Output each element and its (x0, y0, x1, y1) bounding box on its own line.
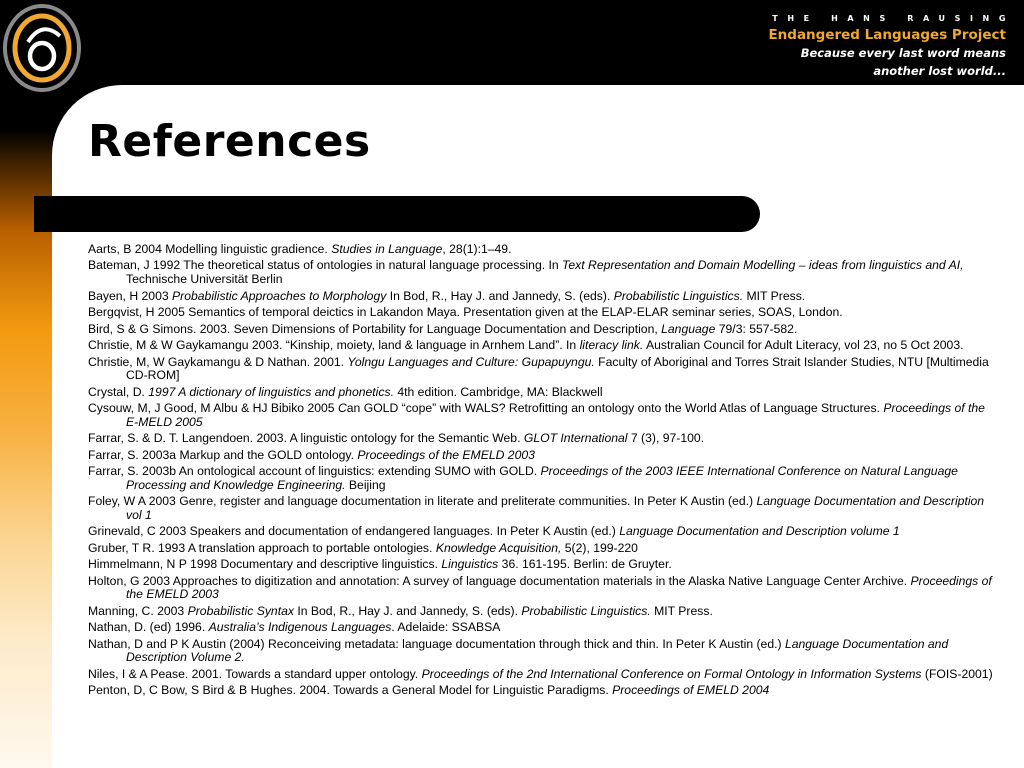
reference-text: Manning, C. 2003 (88, 603, 188, 618)
reference-italic-text: GLOT International (523, 431, 628, 446)
reference-text: 5(2), 199-220 (561, 540, 638, 555)
reference-italic-text: Proceedings of the EMELD 2003 (357, 447, 535, 462)
reference-italic-text: Language Documentation and Description volume 1 (619, 524, 900, 539)
reference-italic-text: Proceedings of EMELD 2004 (612, 683, 770, 698)
reference-text: Farrar, S. & D. T. Langendoen. 2003. A linguistic ontology for the Semantic Web. (88, 431, 524, 446)
reference-item (88, 465, 996, 492)
reference-text: Aarts, B 2004 Modelling linguistic gradience. (88, 242, 332, 256)
reference-italic-text: Probabilistic Syntax (187, 603, 294, 618)
reference-italic-text: literacy link. (579, 338, 644, 353)
reference-item (88, 339, 996, 353)
reference-list (88, 243, 996, 701)
reference-italic-text: Language Documentation and Description vol 1 (126, 494, 985, 522)
reference-italic-text: Studies in Language (331, 242, 443, 256)
reference-italic-text: Australia’s Indigenous Languages (208, 620, 392, 635)
reference-text: 79/3: 557-582. (715, 321, 798, 336)
reference-item (88, 558, 996, 572)
reference-italic-text: Linguistics (441, 557, 499, 572)
reference-text: MIT Press. (743, 288, 806, 303)
concentric-rings-logo-icon (2, 2, 82, 92)
reference-italic-text: Yolngu Languages and Culture: Gupapuyngu. (347, 354, 595, 369)
reference-italic-text: Language (661, 321, 716, 336)
reference-text: Foley, W A 2003 Genre, register and language documentation in literate and preliterate communities. In Peter K Austin (ed.) (88, 494, 757, 509)
page-title: References (88, 116, 371, 167)
brand-top-line: THE HANS RAUSING (772, 14, 1015, 23)
reference-text: Farrar, S. 2003a Markup and the GOLD ontology. (88, 447, 358, 462)
reference-item (88, 525, 996, 539)
reference-item (88, 495, 996, 522)
reference-text: Himmelmann, N P 1998 Documentary and descriptive linguistics. (88, 557, 442, 572)
reference-item (88, 323, 996, 337)
reference-italic-text: 1997 A dictionary of linguistics and phonetics. (148, 384, 394, 399)
reference-item (88, 243, 996, 257)
reference-text: an GOLD “cope” with WALS? Retrofitting an ontology onto the World Atlas of Language Structures. (346, 401, 884, 416)
reference-text: Nathan, D. (ed) 1996. (88, 620, 209, 635)
reference-item (88, 638, 996, 665)
reference-text: MIT Press. (650, 603, 713, 618)
reference-italic-text: Language Documentation and Description Volume 2. (126, 636, 949, 665)
reference-text: (FOIS-2001) (921, 666, 993, 681)
reference-text: Bateman, J 1992 The theoretical status of ontologies in natural language processing. In (88, 258, 563, 273)
reference-italic-text: Knowledge Acquisition, (435, 540, 562, 555)
reference-text: Bergqvist, H 2005 Semantics of temporal deictics in Lakandon Maya. Presentation given at the ELAP-ELAR seminar series, SOAS, London. (88, 305, 843, 320)
reference-text: Holton, G 2003 Approaches to digitization and annotation: A survey of language documentation materials in the Alaska Native Language Center Archive. (88, 573, 911, 588)
reference-item (88, 449, 996, 463)
title-underline-bar (34, 196, 760, 232)
reference-text: Beijing (345, 477, 386, 492)
reference-italic-text: Proceedings of the EMELD 2003 (126, 573, 992, 602)
reference-item (88, 402, 996, 429)
reference-item (88, 668, 996, 682)
brand-tagline-2: another lost world... (873, 64, 1006, 78)
brand-project-name: Endangered Languages Project (768, 27, 1006, 43)
left-gradient-bar (0, 0, 52, 768)
reference-text: Farrar, S. 2003b An ontological account of linguistics: extending SUMO with GOLD. (88, 464, 541, 479)
reference-text: 36. 161-195. Berlin: de Gruyter. (498, 557, 672, 572)
reference-item (88, 542, 996, 556)
reference-text: Christie, M & W Gaykamangu 2003. “Kinship, moiety, land & language in Arnhem Land”. In (88, 338, 580, 353)
reference-text: . Adelaide: SSABSA (391, 620, 501, 635)
reference-item (88, 290, 996, 304)
reference-text: Penton, D, C Bow, S Bird & B Hughes. 2004. Towards a General Model for Linguistic Paradigms. (88, 683, 613, 698)
reference-text: In Bod, R., Hay J. and Jannedy, S. (eds). (293, 603, 522, 618)
reference-item (88, 386, 996, 400)
reference-item (88, 356, 996, 383)
reference-text: Crystal, D. (88, 384, 149, 399)
reference-text: Australian Council for Adult Literacy, vol 23, no 5 Oct 2003. (643, 338, 964, 353)
reference-text: Nathan, D and P K Austin (2004) Reconceiving metadata: language documentation through thick and thin. In Peter K Austin (ed.) (88, 636, 785, 651)
brand-tagline-1: Because every last word means (800, 46, 1006, 60)
reference-item (88, 575, 996, 602)
reference-item (88, 605, 996, 619)
reference-item (88, 684, 996, 698)
reference-item (88, 306, 996, 320)
reference-italic-text: Text Representation and Domain Modelling – ideas from linguistics and AI, (562, 258, 964, 273)
reference-italic-text: Probabilistic Linguistics. (521, 603, 651, 618)
reference-text: Grinevald, C 2003 Speakers and documentation of endangered languages. In Peter K Austin (ed.) (88, 524, 620, 539)
reference-italic-text: Proceedings of the 2003 IEEE International Conference on Natural Language Processing and Knowledge Engineering. (126, 464, 958, 492)
reference-italic-text: Probabilistic Linguistics. (613, 288, 744, 303)
project-branding (766, 14, 1015, 79)
reference-text: Christie, M, W Gaykamangu & D Nathan. 2001. (88, 354, 348, 369)
reference-text: Bayen, H 2003 (88, 288, 173, 303)
reference-text: , 28(1):1–49. (442, 242, 512, 256)
reference-text: 4th edition. Cambridge, MA: Blackwell (393, 384, 603, 399)
reference-italic-text: Proceedings of the 2nd International Conference on Formal Ontology in Information Systems (421, 666, 922, 681)
reference-text: 7 (3), 97-100. (627, 431, 705, 446)
reference-text: Niles, I & A Pease. 2001. Towards a standard upper ontology. (88, 666, 422, 681)
reference-item (88, 259, 996, 286)
reference-italic-text: C (337, 401, 347, 416)
reference-text: Gruber, T R. 1993 A translation approach to portable ontologies. (88, 540, 436, 555)
reference-item (88, 432, 996, 446)
reference-text: Faculty of Aboriginal and Torres Strait Islander Studies, NTU [Multimedia CD-ROM] (126, 354, 989, 383)
reference-italic-text: Proceedings of the E-MELD 2005 (126, 401, 985, 429)
reference-text: Cysouw, M, J Good, M Albu & HJ Bibiko 2005 (88, 401, 338, 416)
reference-italic-text: Probabilistic Approaches to Morphology (172, 288, 387, 303)
reference-text: In Bod, R., Hay J. and Jannedy, S. (eds). (386, 288, 614, 303)
reference-text: Technische Universität Berlin (126, 272, 283, 287)
reference-item (88, 621, 996, 635)
reference-text: Bird, S & G Simons. 2003. Seven Dimensions of Portability for Language Documentation and Description, (88, 321, 662, 336)
